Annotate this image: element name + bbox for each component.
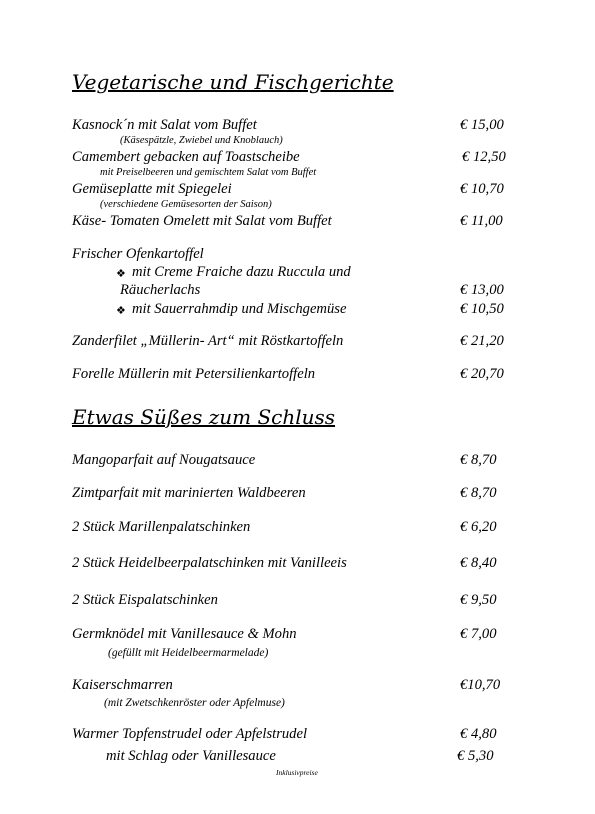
- dish-price: € 7,00: [460, 626, 497, 642]
- dish-price: € 8,70: [460, 485, 497, 501]
- dish-name: Gemüseplatte mit Spiegelei: [72, 181, 232, 197]
- dish-name: 2 Stück Marillenpalatschinken: [72, 519, 251, 535]
- dish-price: € 9,50: [460, 592, 497, 608]
- section-title-desserts: Etwas Süßes zum Schluss: [72, 405, 336, 429]
- dish-price: € 21,20: [460, 333, 504, 349]
- dish-description: (verschiedene Gemüsesorten der Saison): [100, 199, 272, 210]
- dish-name: Camembert gebacken auf Toastscheibe: [72, 149, 300, 165]
- dish-name: Kaiserschmarren: [72, 677, 173, 693]
- dish-price: € 15,00: [460, 117, 504, 133]
- footer-note: Inklusivpreise: [276, 768, 318, 777]
- option-price: € 13,00: [460, 282, 504, 298]
- dish-price: € 12,50: [462, 149, 506, 165]
- dish-name: 2 Stück Eispalatschinken: [72, 592, 218, 608]
- option-line: mit Sauerrahmdip und Mischgemüse: [132, 301, 347, 317]
- dish-price: € 20,70: [460, 366, 504, 382]
- dish-name: Germknödel mit Vanillesauce & Mohn: [72, 626, 297, 642]
- section-title-vegetarian: Vegetarische und Fischgerichte: [72, 70, 394, 94]
- dish-name: Käse- Tomaten Omelett mit Salat vom Buffet: [72, 213, 332, 229]
- dish-name: Zanderfilet „Müllerin- Art“ mit Röstkartoffeln: [72, 333, 344, 349]
- dish-name: Kasnock´n mit Salat vom Buffet: [72, 117, 257, 133]
- dish-description: (Käsespätzle, Zwiebel und Knoblauch): [120, 135, 283, 146]
- option-line: mit Creme Fraiche dazu Ruccula und: [132, 264, 351, 280]
- dish-price: € 11,00: [460, 213, 503, 229]
- dish-price: € 4,80: [460, 726, 497, 742]
- dish-price: € 10,70: [460, 181, 504, 197]
- dish-price: € 6,20: [460, 519, 497, 535]
- dish-price: € 8,70: [460, 452, 497, 468]
- dish-name: Frischer Ofenkartoffel: [72, 246, 204, 262]
- dish-price: € 8,40: [460, 555, 497, 571]
- dish-name: 2 Stück Heidelbeerpalatschinken mit Vanilleeis: [72, 555, 347, 571]
- bullet-icon: ❖: [116, 305, 126, 317]
- bullet-icon: ❖: [116, 268, 126, 280]
- dish-name: Zimtparfait mit marinierten Waldbeeren: [72, 485, 306, 501]
- option-price: € 10,50: [460, 301, 504, 317]
- dish-description: mit Preiselbeeren und gemischtem Salat vom Buffet: [100, 167, 317, 178]
- dish-price: €10,70: [460, 677, 501, 693]
- dish-name: Mangoparfait auf Nougatsauce: [72, 452, 256, 468]
- dish-name: Forelle Müllerin mit Petersilienkartoffeln: [72, 366, 316, 382]
- dish-name: mit Schlag oder Vanillesauce: [106, 748, 276, 764]
- dish-price: € 5,30: [457, 748, 494, 764]
- dish-name: Warmer Topfenstrudel oder Apfelstrudel: [72, 726, 307, 742]
- dish-description: (mit Zwetschkenröster oder Apfelmuse): [104, 697, 285, 709]
- option-line: Räucherlachs: [120, 282, 201, 298]
- dish-description: (gefüllt mit Heidelbeermarmelade): [108, 647, 269, 659]
